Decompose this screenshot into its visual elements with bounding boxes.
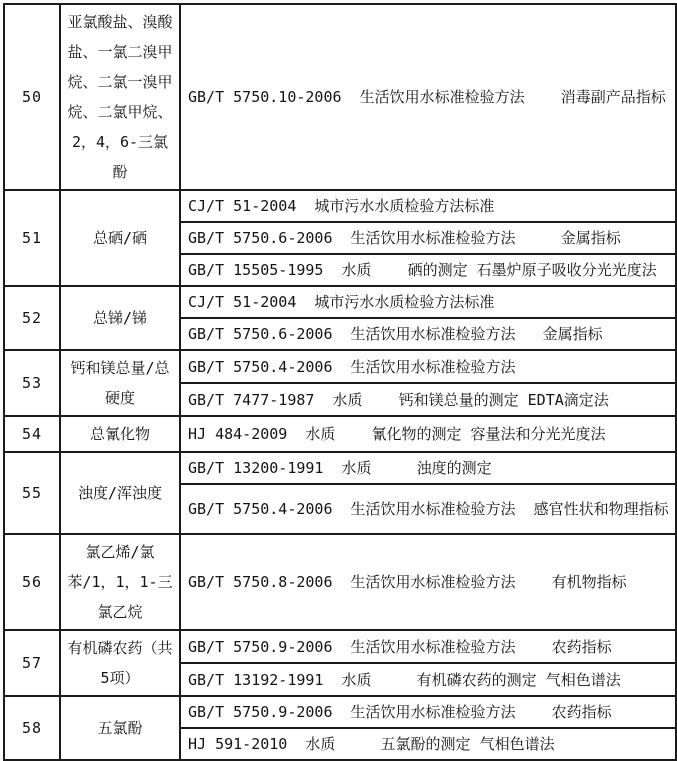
row-number-cell: 54 — [4, 416, 60, 452]
standards-table — [3, 3, 677, 761]
method-cell: GB/T 5750.9-2006 生活饮用水标准检验方法 农药指标 — [180, 630, 676, 663]
row-number-cell: 57 — [4, 630, 60, 696]
table-row — [4, 630, 676, 663]
method-cell: HJ 591-2010 水质 五氯酚的测定 气相色谱法 — [180, 728, 676, 760]
parameter-name-cell: 浊度/浑浊度 — [60, 452, 180, 534]
parameter-name-cell: 钙和镁总量/总硬度 — [60, 350, 180, 416]
table-row — [4, 416, 676, 452]
method-cell: CJ/T 51-2004 城市污水水质检验方法标准 — [180, 286, 676, 318]
table-row — [4, 286, 676, 318]
row-number-cell: 50 — [4, 4, 60, 190]
method-cell: GB/T 5750.6-2006 生活饮用水标准检验方法 金属指标 — [180, 318, 676, 350]
table-row — [4, 696, 676, 728]
method-cell: GB/T 5750.6-2006 生活饮用水标准检验方法 金属指标 — [180, 222, 676, 254]
method-cell: HJ 484-2009 水质 氰化物的测定 容量法和分光光度法 — [180, 416, 676, 452]
method-cell: GB/T 7477-1987 水质 钙和镁总量的测定 EDTA滴定法 — [180, 383, 676, 416]
table-row — [4, 190, 676, 222]
parameter-name-cell: 氯乙烯/氯苯/1，1，1-三氯乙烷 — [60, 534, 180, 630]
row-number-cell: 55 — [4, 452, 60, 534]
method-cell: GB/T 5750.10-2006 生活饮用水标准检验方法 消毒副产品指标 — [180, 4, 676, 190]
parameter-name-cell: 总氰化物 — [60, 416, 180, 452]
row-number-cell: 58 — [4, 696, 60, 760]
row-number-cell: 52 — [4, 286, 60, 350]
parameter-name-cell: 总硒/硒 — [60, 190, 180, 286]
method-cell: GB/T 5750.9-2006 生活饮用水标准检验方法 农药指标 — [180, 696, 676, 728]
method-cell: GB/T 5750.8-2006 生活饮用水标准检验方法 有机物指标 — [180, 534, 676, 630]
method-cell: GB/T 5750.4-2006 生活饮用水标准检验方法 感官性状和物理指标 — [180, 484, 676, 534]
method-cell: GB/T 5750.4-2006 生活饮用水标准检验方法 — [180, 350, 676, 383]
table-row — [4, 452, 676, 484]
row-number-cell: 53 — [4, 350, 60, 416]
table-row — [4, 534, 676, 630]
method-cell: GB/T 13192-1991 水质 有机磷农药的测定 气相色谱法 — [180, 663, 676, 696]
parameter-name-cell: 五氯酚 — [60, 696, 180, 760]
row-number-cell: 56 — [4, 534, 60, 630]
method-cell: GB/T 13200-1991 水质 浊度的测定 — [180, 452, 676, 484]
table-row — [4, 350, 676, 383]
table-row — [4, 4, 676, 190]
method-cell: CJ/T 51-2004 城市污水水质检验方法标准 — [180, 190, 676, 222]
parameter-name-cell: 有机磷农药（共5项） — [60, 630, 180, 696]
row-number-cell: 51 — [4, 190, 60, 286]
parameter-name-cell: 亚氯酸盐、溴酸盐、一氯二溴甲烷、二氯一溴甲烷、二氯甲烷、2，4，6-三氯酚 — [60, 4, 180, 190]
parameter-name-cell: 总锑/锑 — [60, 286, 180, 350]
method-cell: GB/T 15505-1995 水质 硒的测定 石墨炉原子吸收分光光度法 — [180, 254, 676, 286]
